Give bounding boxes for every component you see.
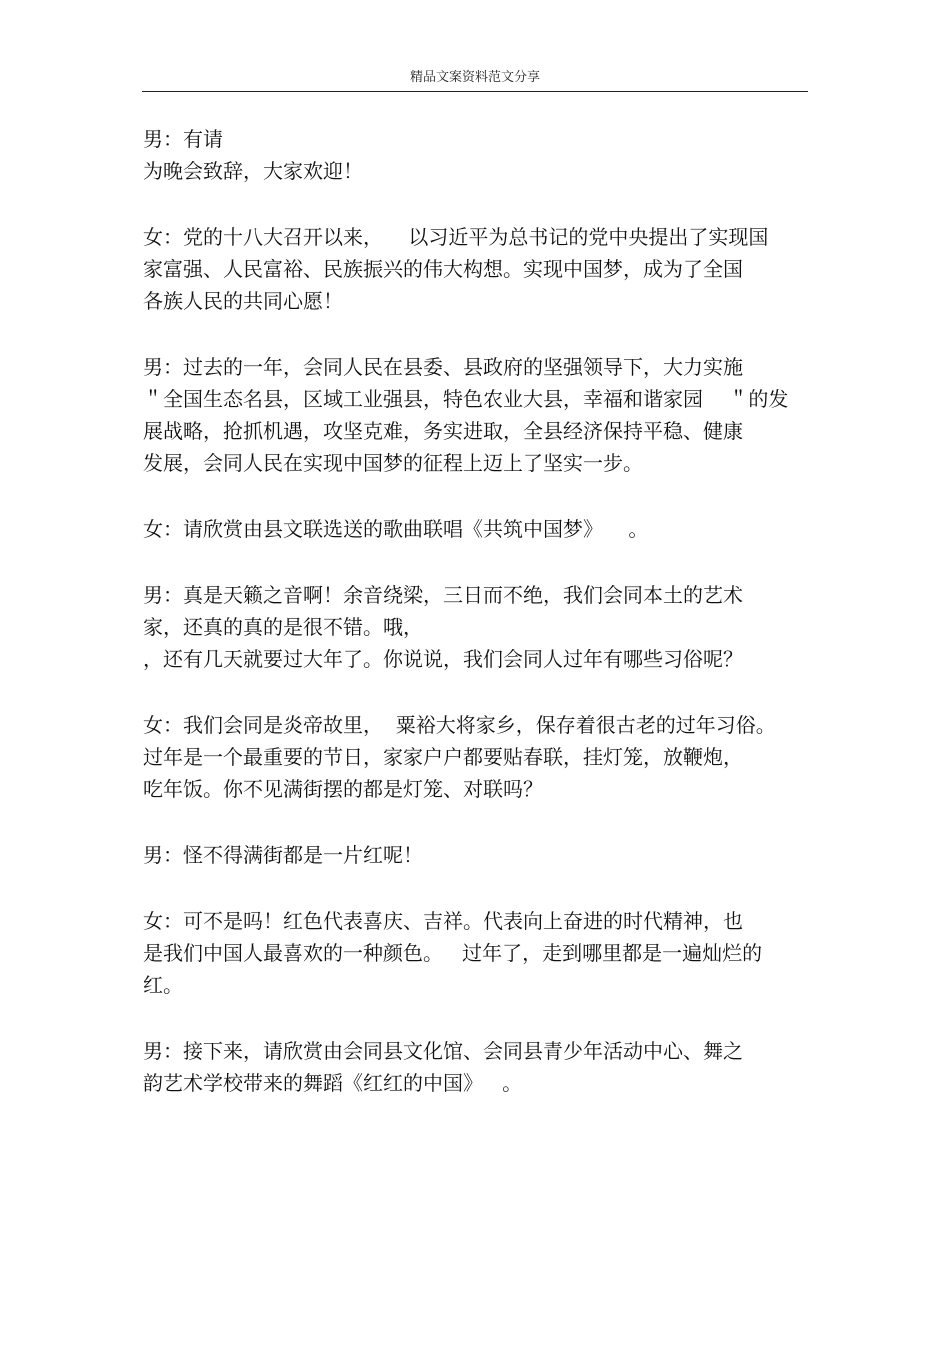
text-line: 男：接下来，请欣赏由会同县文化馆、会同县青少年活动中心、舞之 (143, 1039, 743, 1063)
text-line: 过年是一个最重要的节日，家家户户都要贴春联，挂灯笼，放鞭炮， (143, 745, 743, 769)
paragraph-2 (143, 221, 813, 317)
text-line: 家富强、人民富裕、民族振兴的伟大构想。实现中国梦，成为了全国 (143, 257, 743, 281)
text-line: 女：党的十八大召开以来， 以习近平为总书记的党中央提出了实现国 (143, 225, 769, 249)
paragraph-3 (143, 351, 813, 479)
text-line: ，还有几天就要过大年了。你说说，我们会同人过年有哪些习俗呢？ (143, 647, 743, 671)
page-header: 精品文案资料范文分享 (409, 70, 540, 85)
text-line: 展战略，抢抓机遇，攻坚克难，务实进取，全县经济保持平稳、健康 (143, 419, 743, 443)
text-line: 为晚会致辞，大家欢迎！ (143, 159, 363, 183)
paragraph-1 (143, 123, 813, 187)
text-line: 是我们中国人最喜欢的一种颜色。 过年了，走到哪里都是一遍灿烂的 (143, 941, 763, 965)
paragraph-9 (143, 1035, 813, 1099)
text-line: 韵艺术学校带来的舞蹈《红红的中国》 。 (143, 1071, 523, 1095)
text-line: 男：过去的一年，会同人民在县委、县政府的坚强领导下，大力实施 (143, 355, 743, 379)
text-line: 女：可不是吗！红色代表喜庆、吉祥。代表向上奋进的时代精神，也 (143, 909, 743, 933)
text-line: 家，还真的真的是很不错。哦， (143, 615, 423, 639)
paragraph-4 (143, 513, 813, 545)
text-line: 各族人民的共同心愿！ (143, 289, 343, 313)
header-divider (142, 91, 808, 92)
text-line: 女：我们会同是炎帝故里， 粟裕大将家乡，保存着很古老的过年习俗。 (143, 713, 776, 737)
paragraph-7 (143, 839, 813, 871)
paragraph-5 (143, 579, 813, 675)
text-line: 女：请欣赏由县文联选送的歌曲联唱《共筑中国梦》 。 (143, 517, 649, 541)
text-line: 红。 (143, 973, 183, 997)
text-line: ＂全国生态名县，区域工业强县，特色农业大县，幸福和谐家园 ＂的发 (143, 387, 789, 411)
paragraph-6 (143, 709, 813, 805)
text-line: 男：有请 (143, 127, 223, 151)
document-body (143, 123, 813, 1133)
text-line: 吃年饭。你不见满街摆的都是灯笼、对联吗？ (143, 777, 543, 801)
text-line: 发展，会同人民在实现中国梦的征程上迈上了坚实一步。 (143, 451, 643, 475)
text-line: 男：怪不得满街都是一片红呢！ (143, 843, 423, 867)
text-line: 男：真是天籁之音啊！余音绕梁，三日而不绝，我们会同本土的艺术 (143, 583, 743, 607)
paragraph-8 (143, 905, 813, 1001)
